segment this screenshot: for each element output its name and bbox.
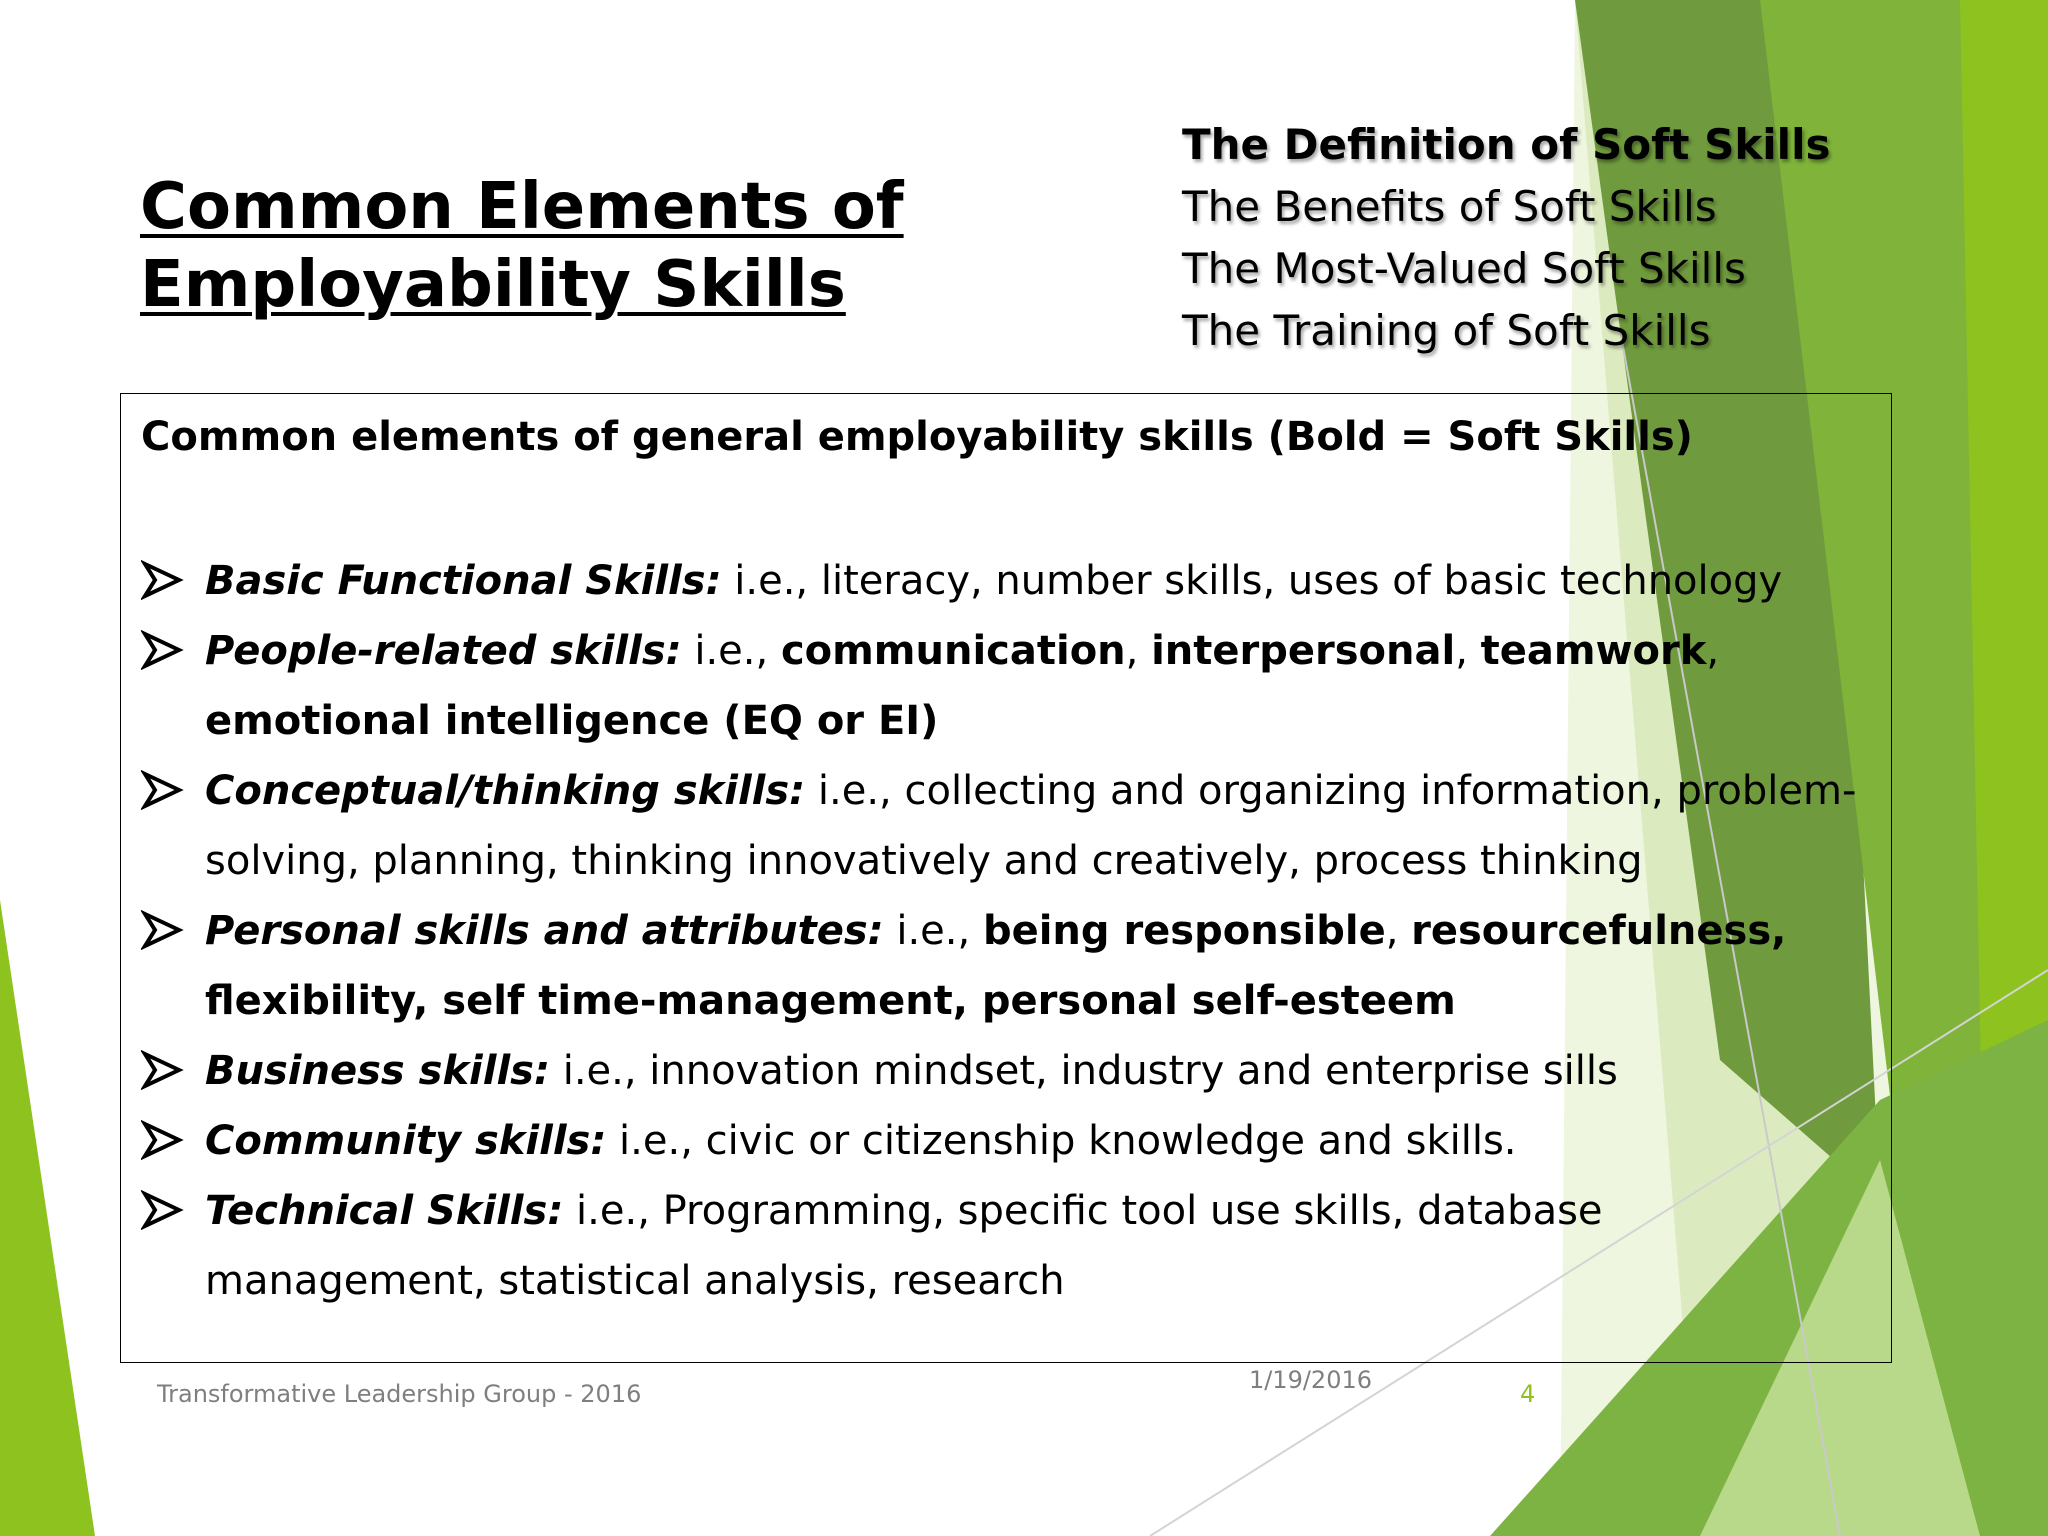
footer-page-number: 4 bbox=[1520, 1380, 1536, 1408]
bullet-text: i.e., Programming, specific tool use skills, database management, statistical analysis, research bbox=[205, 1188, 1603, 1304]
footer-organization: Transformative Leadership Group - 2016 bbox=[157, 1380, 642, 1408]
agenda-list bbox=[1182, 114, 2042, 362]
bullet-label: Community skills: bbox=[205, 1118, 607, 1164]
bullet-text: , bbox=[1385, 908, 1412, 954]
arrowhead-bullet-icon bbox=[141, 1106, 185, 1176]
arrowhead-bullet-icon bbox=[141, 1176, 185, 1246]
bullet-text: i.e., bbox=[681, 628, 781, 674]
bullet-label: Business skills: bbox=[205, 1048, 550, 1094]
bullet-item bbox=[141, 546, 1881, 616]
bullet-text: i.e., bbox=[883, 908, 983, 954]
arrowhead-bullet-icon bbox=[141, 896, 185, 966]
bullet-text: , bbox=[1706, 628, 1720, 674]
bullet-label: People-related skills: bbox=[205, 628, 682, 674]
bullet-item bbox=[141, 1176, 1881, 1316]
bullet-text: i.e., civic or citizenship knowledge and skills. bbox=[606, 1118, 1517, 1164]
agenda-item-benefits: The Benefits of Soft Skills bbox=[1182, 182, 1717, 231]
bullet-text-bold: communication bbox=[780, 628, 1126, 674]
bullet-text-bold: being responsible bbox=[982, 908, 1386, 954]
arrowhead-bullet-icon bbox=[141, 1036, 185, 1106]
bullet-item bbox=[141, 1106, 1881, 1176]
bullet-text-bold: resourcefulness, flexibility, self time-management, personal self-esteem bbox=[205, 908, 1787, 1024]
arrowhead-bullet-icon bbox=[141, 616, 185, 686]
bg-shape-left-wedge bbox=[0, 900, 95, 1536]
bullet-text: i.e., innovation mindset, industry and enterprise sills bbox=[549, 1048, 1618, 1094]
agenda-item-definition: The Definition of Soft Skills bbox=[1182, 120, 1831, 169]
bullet-label: Technical Skills: bbox=[205, 1188, 564, 1234]
arrowhead-bullet-icon bbox=[141, 546, 185, 616]
bullet-text-bold: emotional intelligence (EQ or EI) bbox=[205, 698, 939, 744]
bullet-text-bold: interpersonal bbox=[1151, 628, 1456, 674]
bullet-label: Conceptual/thinking skills: bbox=[205, 768, 806, 814]
bullet-text: , bbox=[1125, 628, 1152, 674]
bullet-text: , bbox=[1455, 628, 1481, 674]
slide-title bbox=[140, 168, 1000, 324]
bullet-text-bold: teamwork bbox=[1480, 628, 1707, 674]
bullet-item bbox=[141, 896, 1881, 1036]
bullet-list bbox=[141, 546, 1881, 1316]
slide-title-line-2: Employability Skills bbox=[140, 248, 846, 322]
bullet-text: i.e., collecting and organizing information, problem-solving, planning, thinking innovatively and creatively, process thinking bbox=[205, 768, 1857, 884]
slide-title-line-1: Common Elements of bbox=[140, 170, 904, 244]
box-heading: Common elements of general employability skills (Bold = Soft Skills) bbox=[141, 414, 1693, 460]
agenda-item-training: The Training of Soft Skills bbox=[1182, 306, 1711, 355]
agenda-item-most-valued: The Most-Valued Soft Skills bbox=[1182, 244, 1746, 293]
bullet-label: Basic Functional Skills: bbox=[205, 558, 722, 604]
bullet-item bbox=[141, 616, 1881, 756]
arrowhead-bullet-icon bbox=[141, 756, 185, 826]
bullet-item bbox=[141, 756, 1881, 896]
content-box bbox=[120, 393, 1892, 1363]
bullet-item bbox=[141, 1036, 1881, 1106]
footer-date: 1/19/2016 bbox=[1248, 1366, 1372, 1394]
bullet-text: i.e., literacy, number skills, uses of basic technology bbox=[721, 558, 1783, 604]
bullet-label: Personal skills and attributes: bbox=[205, 908, 884, 954]
